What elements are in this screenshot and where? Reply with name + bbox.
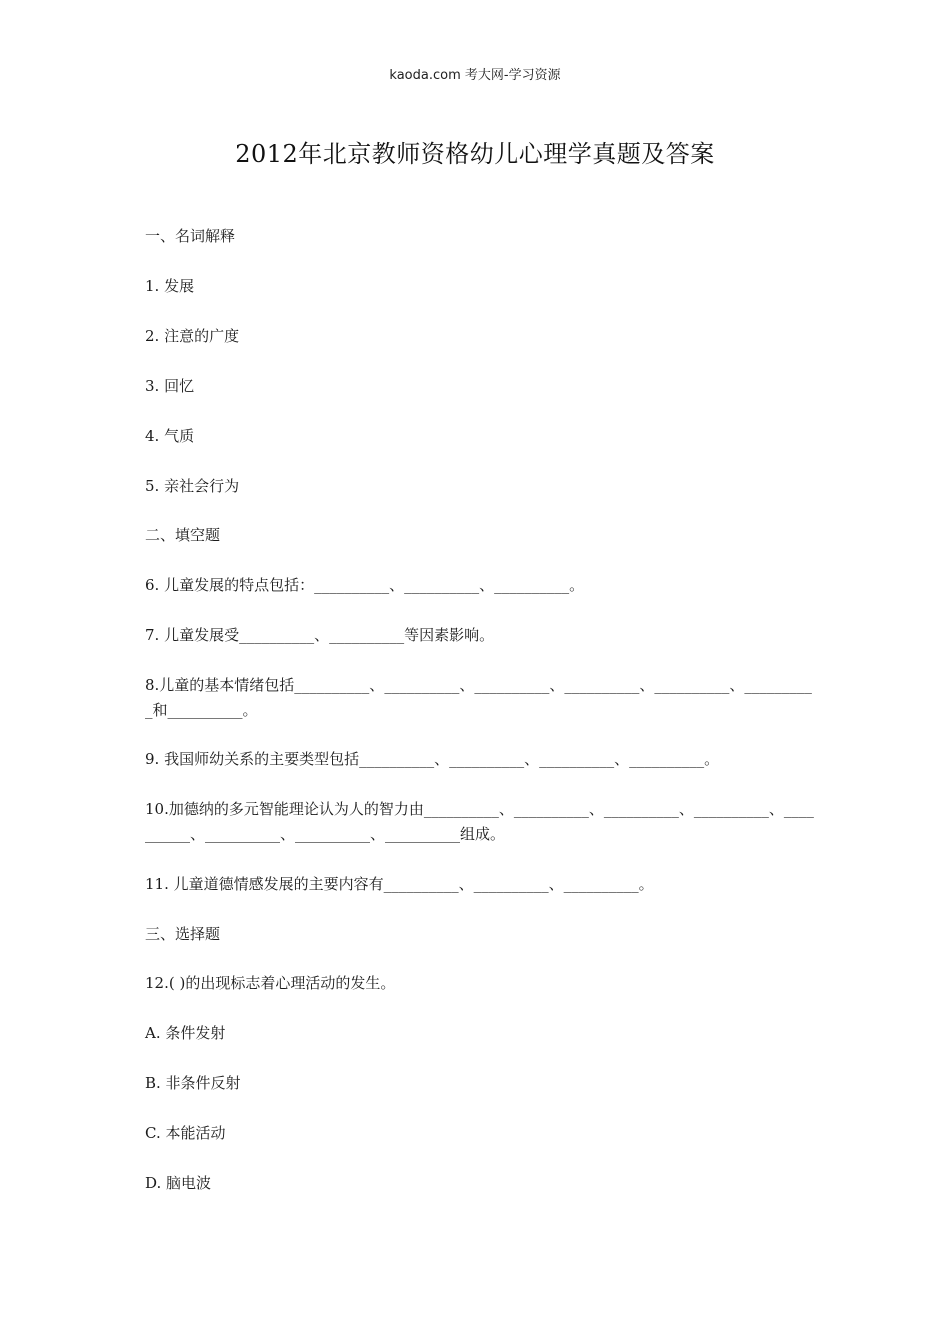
section-heading-2: 二、填空题 [145, 526, 221, 544]
question-3: 3. 回忆 [145, 377, 195, 395]
section-heading-1: 一、名词解释 [145, 227, 236, 245]
document-title: 2012年北京教师资格幼儿心理学真题及答案 [235, 140, 715, 168]
question-7: 7. 儿童发展受__________、__________等因素影响。 [145, 626, 495, 644]
question-5: 5. 亲社会行为 [145, 477, 240, 495]
option-d: D. 脑电波 [145, 1174, 212, 1192]
section-heading-3: 三、选择题 [145, 925, 221, 943]
option-a: A. 条件发射 [145, 1024, 226, 1042]
question-4: 4. 气质 [145, 427, 195, 445]
option-b: B. 非条件反射 [145, 1074, 241, 1092]
question-1: 1. 发展 [145, 277, 195, 295]
question-8: 8.儿童的基本情绪包括__________、__________、__________、__________、__________、__________和__________。 [145, 676, 812, 719]
question-9: 9. 我国师幼关系的主要类型包括__________、__________、__________、__________。 [145, 750, 720, 768]
question-11: 11. 儿童道德情感发展的主要内容有__________、__________、__________。 [145, 875, 654, 893]
question-12: 12.( )的出现标志着心理活动的发生。 [145, 974, 396, 992]
question-6: 6. 儿童发展的特点包括：__________、__________、__________。 [145, 576, 585, 594]
question-10: 10.加德纳的多元智能理论认为人的智力由__________、__________、__________、__________、__________、__________、__________、__________组成。 [145, 800, 814, 843]
question-2: 2. 注意的广度 [145, 327, 240, 345]
option-c: C. 本能活动 [145, 1124, 226, 1142]
page-header: kaoda.com 考大网-学习资源 [389, 68, 561, 83]
